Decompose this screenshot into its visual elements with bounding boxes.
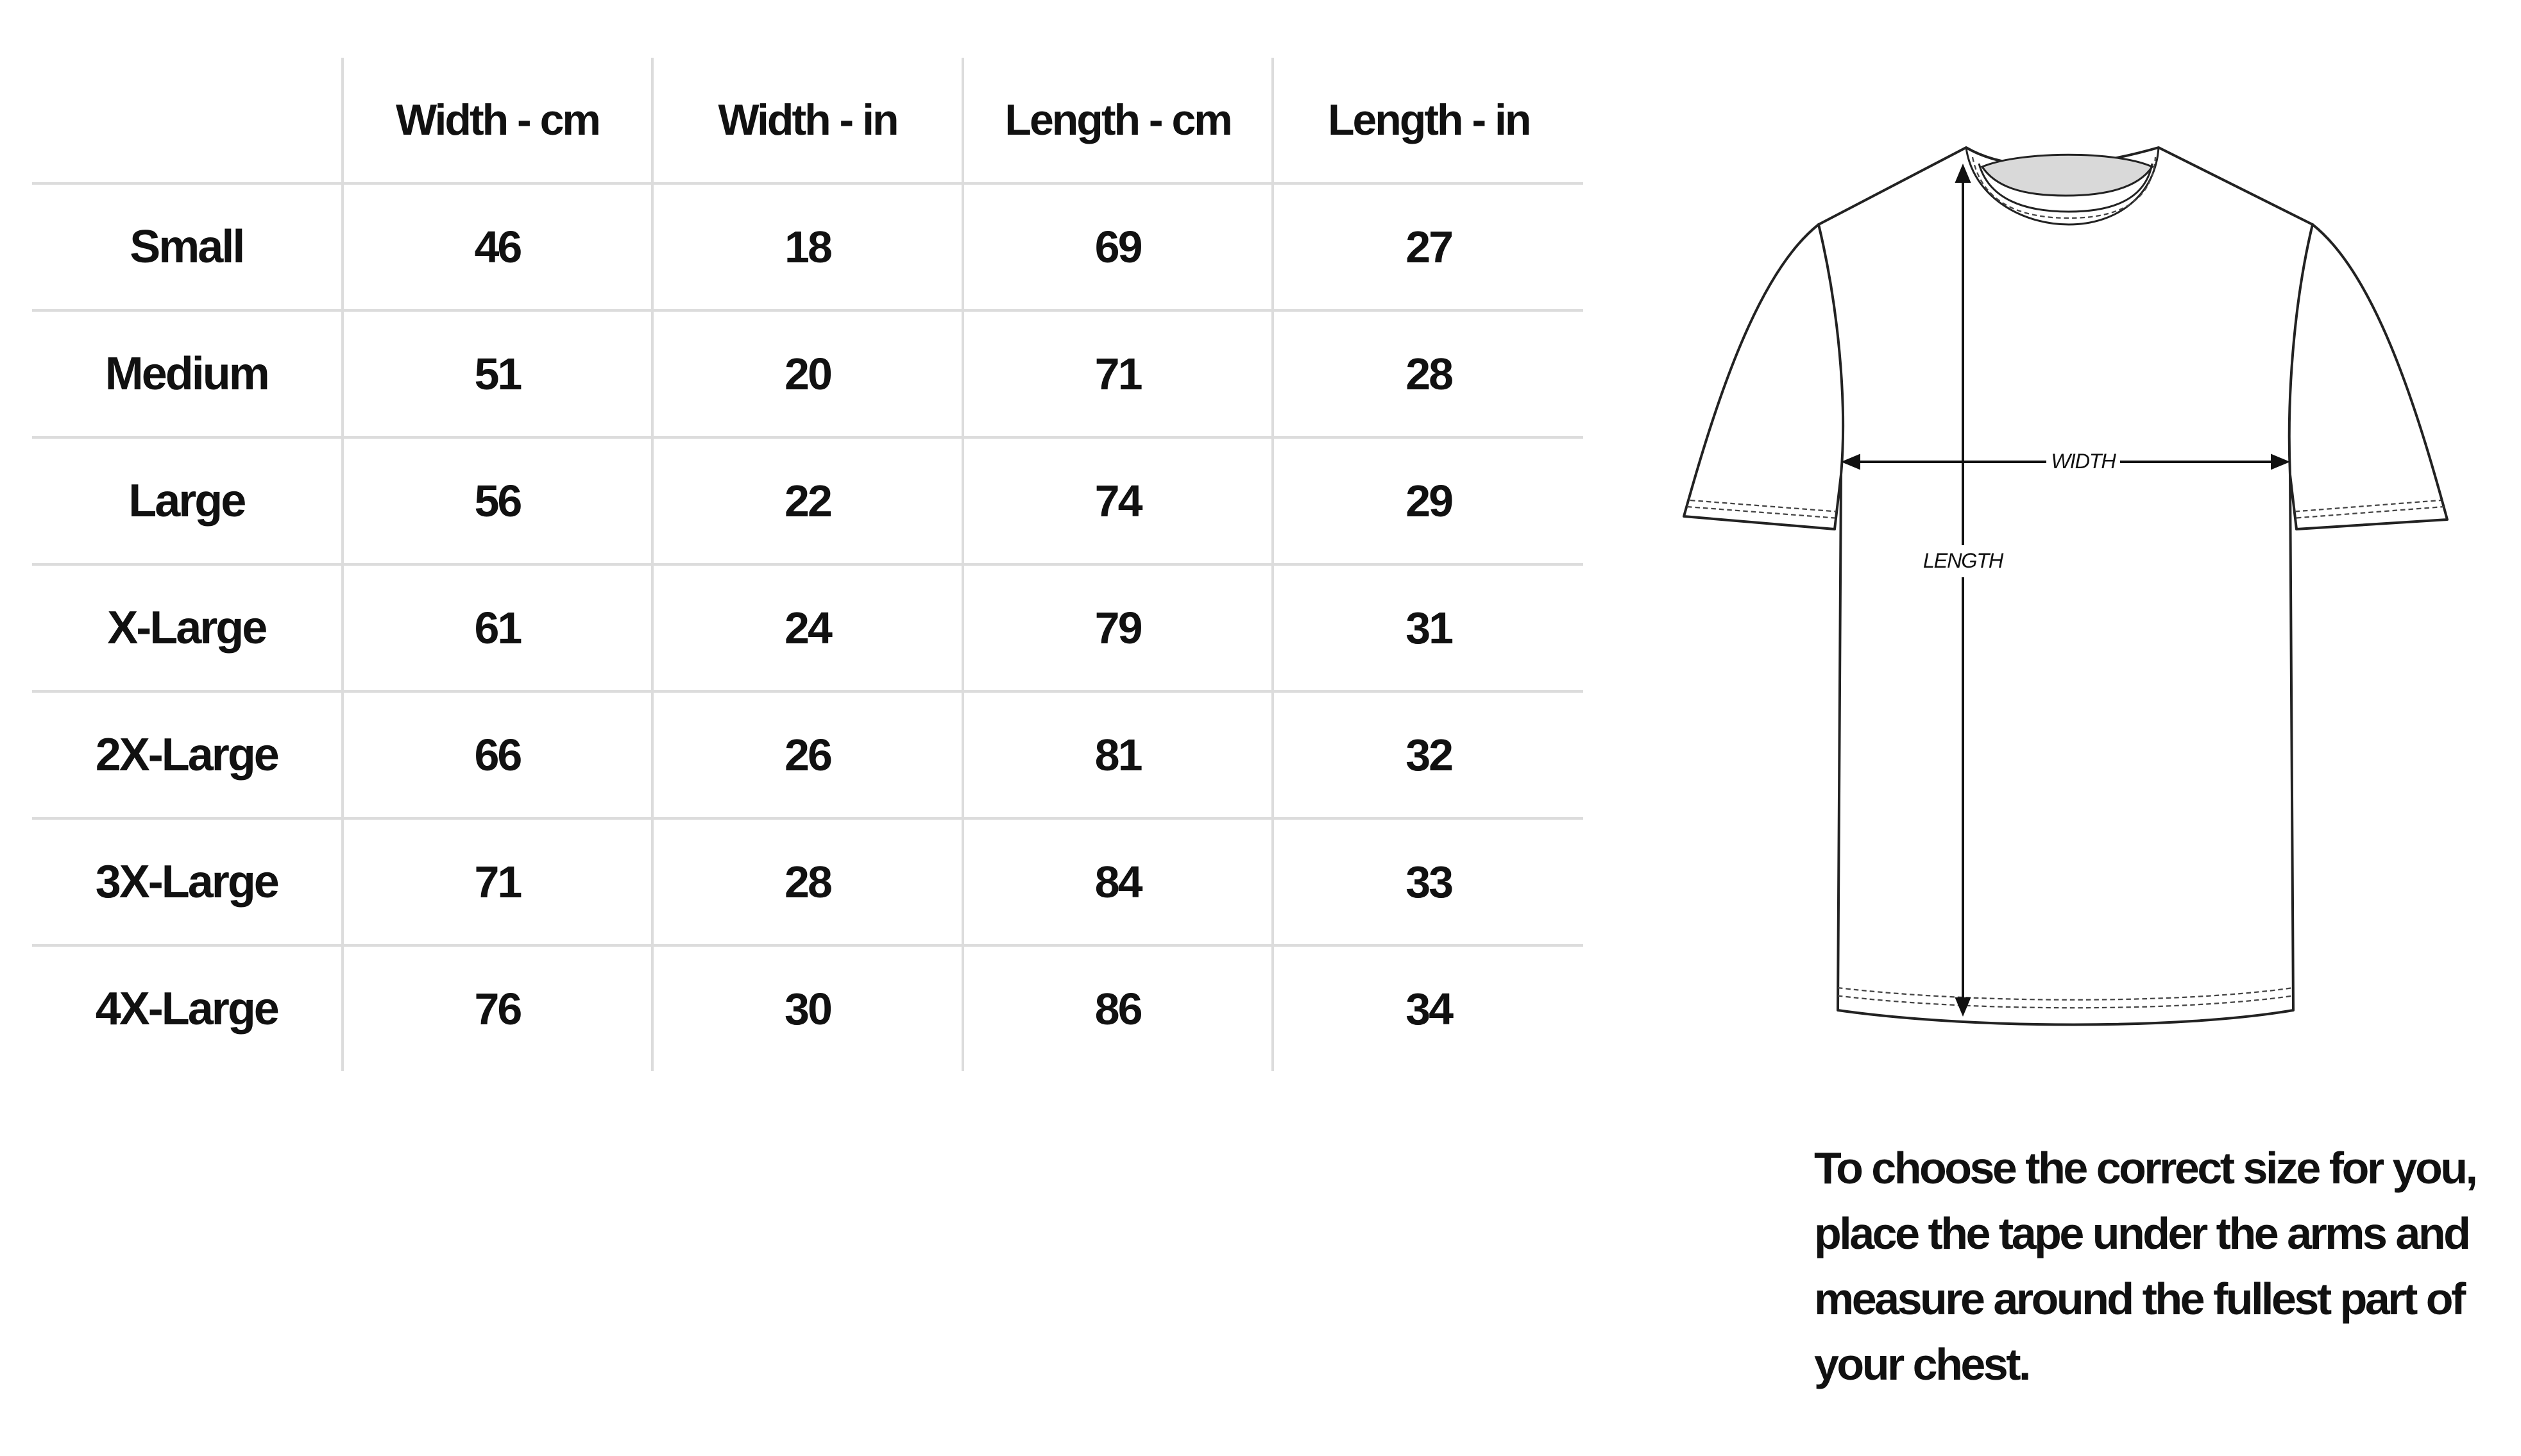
width-in-cell: 30 (652, 945, 963, 1071)
size-label: Medium (32, 310, 343, 437)
size-label: Small (32, 183, 343, 310)
table-row (32, 564, 1583, 691)
length-label: LENGTH (1923, 549, 2003, 573)
length-in-cell: 32 (1273, 691, 1583, 818)
sizing-instructions: To choose the correct size for you, place the tape under the arms and measure around the fullest part of your chest. (1814, 1143, 2476, 1389)
width-cm-cell: 66 (343, 691, 653, 818)
width-cm-cell: 71 (343, 818, 653, 945)
table-row (32, 818, 1583, 945)
width-in-cell: 20 (652, 310, 963, 437)
table-row (32, 310, 1583, 437)
length-in-cell: 28 (1273, 310, 1583, 437)
size-label: 4X-Large (32, 945, 343, 1071)
width-cm-cell: 61 (343, 564, 653, 691)
length-cm-cell: 86 (963, 945, 1273, 1071)
tshirt-measurement-diagram (1668, 96, 2502, 1026)
table-row (32, 691, 1583, 818)
right-sleeve-hem-stitch (2296, 507, 2444, 518)
column-header-width-cm: Width - cm (343, 58, 653, 183)
width-in-cell: 18 (652, 183, 963, 310)
length-in-cell: 31 (1273, 564, 1583, 691)
header-row (32, 58, 1583, 183)
table-row (32, 437, 1583, 564)
length-cm-cell: 71 (963, 310, 1273, 437)
table-row (32, 945, 1583, 1071)
width-arrow-left-head (1841, 454, 1860, 470)
length-in-cell: 33 (1273, 818, 1583, 945)
collar-inner-back (1982, 155, 2152, 196)
length-cm-cell: 79 (963, 564, 1273, 691)
width-cm-cell: 51 (343, 310, 653, 437)
length-arrow-bottom-head (1955, 997, 1971, 1017)
table-row (32, 183, 1583, 310)
width-cm-cell: 56 (343, 437, 653, 564)
bottom-hem-stitch (1838, 988, 2293, 1000)
left-armhole-seam (1819, 224, 1843, 475)
width-arrow-right-head (2271, 454, 2290, 470)
width-in-cell: 24 (652, 564, 963, 691)
column-header-length-in: Length - in (1273, 58, 1583, 183)
length-in-cell: 29 (1273, 437, 1583, 564)
width-in-cell: 28 (652, 818, 963, 945)
bottom-hem-stitch-2 (1838, 996, 2293, 1008)
right-sleeve-hem-stitch-2 (2295, 500, 2441, 512)
length-cm-cell: 81 (963, 691, 1273, 818)
size-chart-table (32, 58, 1583, 1071)
length-in-cell: 27 (1273, 183, 1583, 310)
width-cm-cell: 46 (343, 183, 653, 310)
length-cm-cell: 74 (963, 437, 1273, 564)
size-label: Large (32, 437, 343, 564)
right-armhole-seam (2289, 224, 2313, 475)
length-in-cell: 34 (1405, 984, 1452, 1034)
left-sleeve-hem-stitch (1687, 507, 1835, 518)
column-header-width-in: Width - in (652, 58, 963, 183)
length-cm-cell: 69 (963, 183, 1273, 310)
width-label: WIDTH (2051, 450, 2116, 473)
length-cm-cell: 84 (963, 818, 1273, 945)
width-cm-cell: 76 (343, 945, 653, 1071)
size-label: 2X-Large (32, 691, 343, 818)
length-arrow-top-head (1955, 164, 1971, 183)
column-header-length-cm: Length - cm (963, 58, 1273, 183)
left-sleeve-hem-stitch-2 (1690, 500, 1837, 512)
width-in-cell: 22 (652, 437, 963, 564)
tshirt-outline (1684, 148, 2447, 1025)
width-in-cell: 26 (652, 691, 963, 818)
corner-header-cell (32, 58, 343, 183)
size-label: X-Large (32, 564, 343, 691)
size-label: 3X-Large (32, 818, 343, 945)
